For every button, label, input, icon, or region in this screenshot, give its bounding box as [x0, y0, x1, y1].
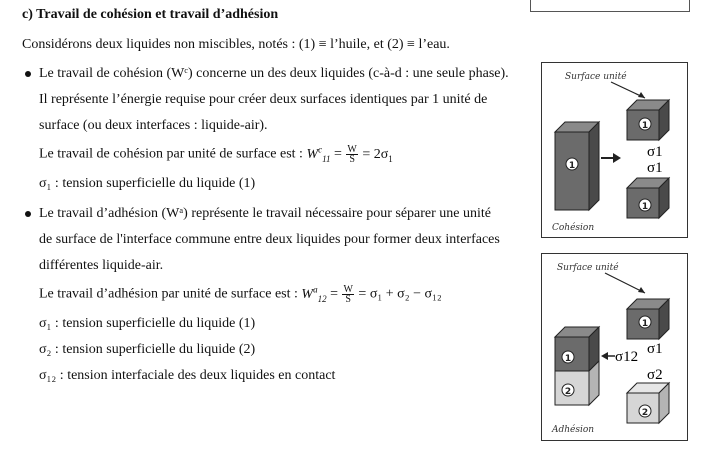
adhesion-formula: Le travail d’adhésion par unité de surface est : $W^a_{12}$ = $\frac{W}{S}$ = σ₁ + σ₂ − σ₁₂ [39, 284, 442, 305]
adhesion-line-1: Le travail d’adhésion (Wᵃ) représente le travail nécessaire pour séparer une unité [39, 206, 491, 221]
cohesion-fraction: $\frac{W}{S}$ [347, 144, 357, 165]
bullet-adhesion [25, 211, 31, 217]
adhesion-line-3: différentes liquide-air. [39, 258, 164, 273]
adhesion-formula-prefix: Le travail d’adhésion par unité de surface est : [39, 286, 298, 302]
adhesion-sigma-b: σ2 [647, 367, 663, 383]
cohesion-line-1: Le travail de cohésion (Wᶜ) concerne un des deux liquides (c-à-d : une seule phase). [39, 66, 509, 81]
cohesion-sigma-a: σ1 [647, 144, 663, 160]
cohesion-tall-block-front [555, 132, 589, 210]
cohesion-tall-block-side [589, 122, 599, 210]
adhesion-sigma12-def: σ₁₂ : tension interfaciale des deux liquides en contact [39, 368, 336, 383]
cohesion-lower-badge-text: 1 [641, 202, 649, 212]
adhesion-sigma-12: σ12 [615, 349, 639, 365]
adhesion-caption: Adhésion [552, 425, 595, 435]
cohesion-surface-label: Surface unité [565, 72, 627, 82]
adhesion-surface-label: Surface unité [557, 263, 619, 273]
cohesion-line-2: Il représente l’énergie requise pour créer deux surfaces identiques par 1 unité de [39, 92, 488, 107]
intro-text: Considérons deux liquides non miscibles, notés : (1) ≡ l’huile, et (2) ≡ l’eau. [22, 37, 450, 52]
adhesion-line-2: de surface de l'interface commune entre deux liquides pour former deux interfaces [39, 232, 500, 247]
cohesion-formula-prefix: Le travail de cohésion par unité de surface est : [39, 146, 303, 162]
cohesion-line-3: surface (ou deux interfaces : liquide-air). [39, 118, 268, 133]
cohesion-tall-badge-text: 1 [568, 161, 576, 171]
cohesion-sigma1-def: σ₁ : tension superficielle du liquide (1) [39, 176, 256, 191]
adhesion-formula-lhs: $W^a_{12}$ [301, 284, 327, 304]
cohesion-caption: Cohésion [552, 223, 595, 233]
adhesion-figure [541, 253, 688, 441]
adhesion-stack-badge-2-text: 2 [564, 387, 572, 397]
section-title: c) Travail de cohésion et travail d’adhésion [22, 7, 279, 22]
cohesion-sigma-b: σ1 [647, 160, 663, 176]
adhesion-stack-badge-1-text: 1 [564, 354, 572, 364]
adhesion-lower-badge-text: 2 [641, 408, 649, 418]
cohesion-figure [541, 62, 688, 238]
adhesion-formula-rhs: = σ₁ + σ₂ − σ₁₂ [358, 286, 442, 302]
adhesion-sigma1-def: σ₁ : tension superficielle du liquide (1) [39, 316, 256, 331]
bullet-cohesion [25, 71, 31, 77]
top-frame-fragment [530, 0, 690, 12]
adhesion-sigma2-def: σ₂ : tension superficielle du liquide (2) [39, 342, 256, 357]
cohesion-formula: Le travail de cohésion par unité de surface est : $W^c_{11}$ = $\frac{W}{S}$ = $2\sigma_1$ [39, 144, 393, 165]
cohesion-formula-lhs: $W^c_{11}$ [306, 144, 331, 164]
cohesion-formula-rhs: = $2\sigma_1$ [362, 146, 393, 164]
cohesion-upper-badge-text: 1 [641, 121, 649, 131]
adhesion-sigma-a: σ1 [647, 341, 663, 357]
adhesion-upper-badge-text: 1 [641, 319, 649, 329]
adhesion-fraction: $\frac{W}{S}$ [343, 284, 353, 305]
